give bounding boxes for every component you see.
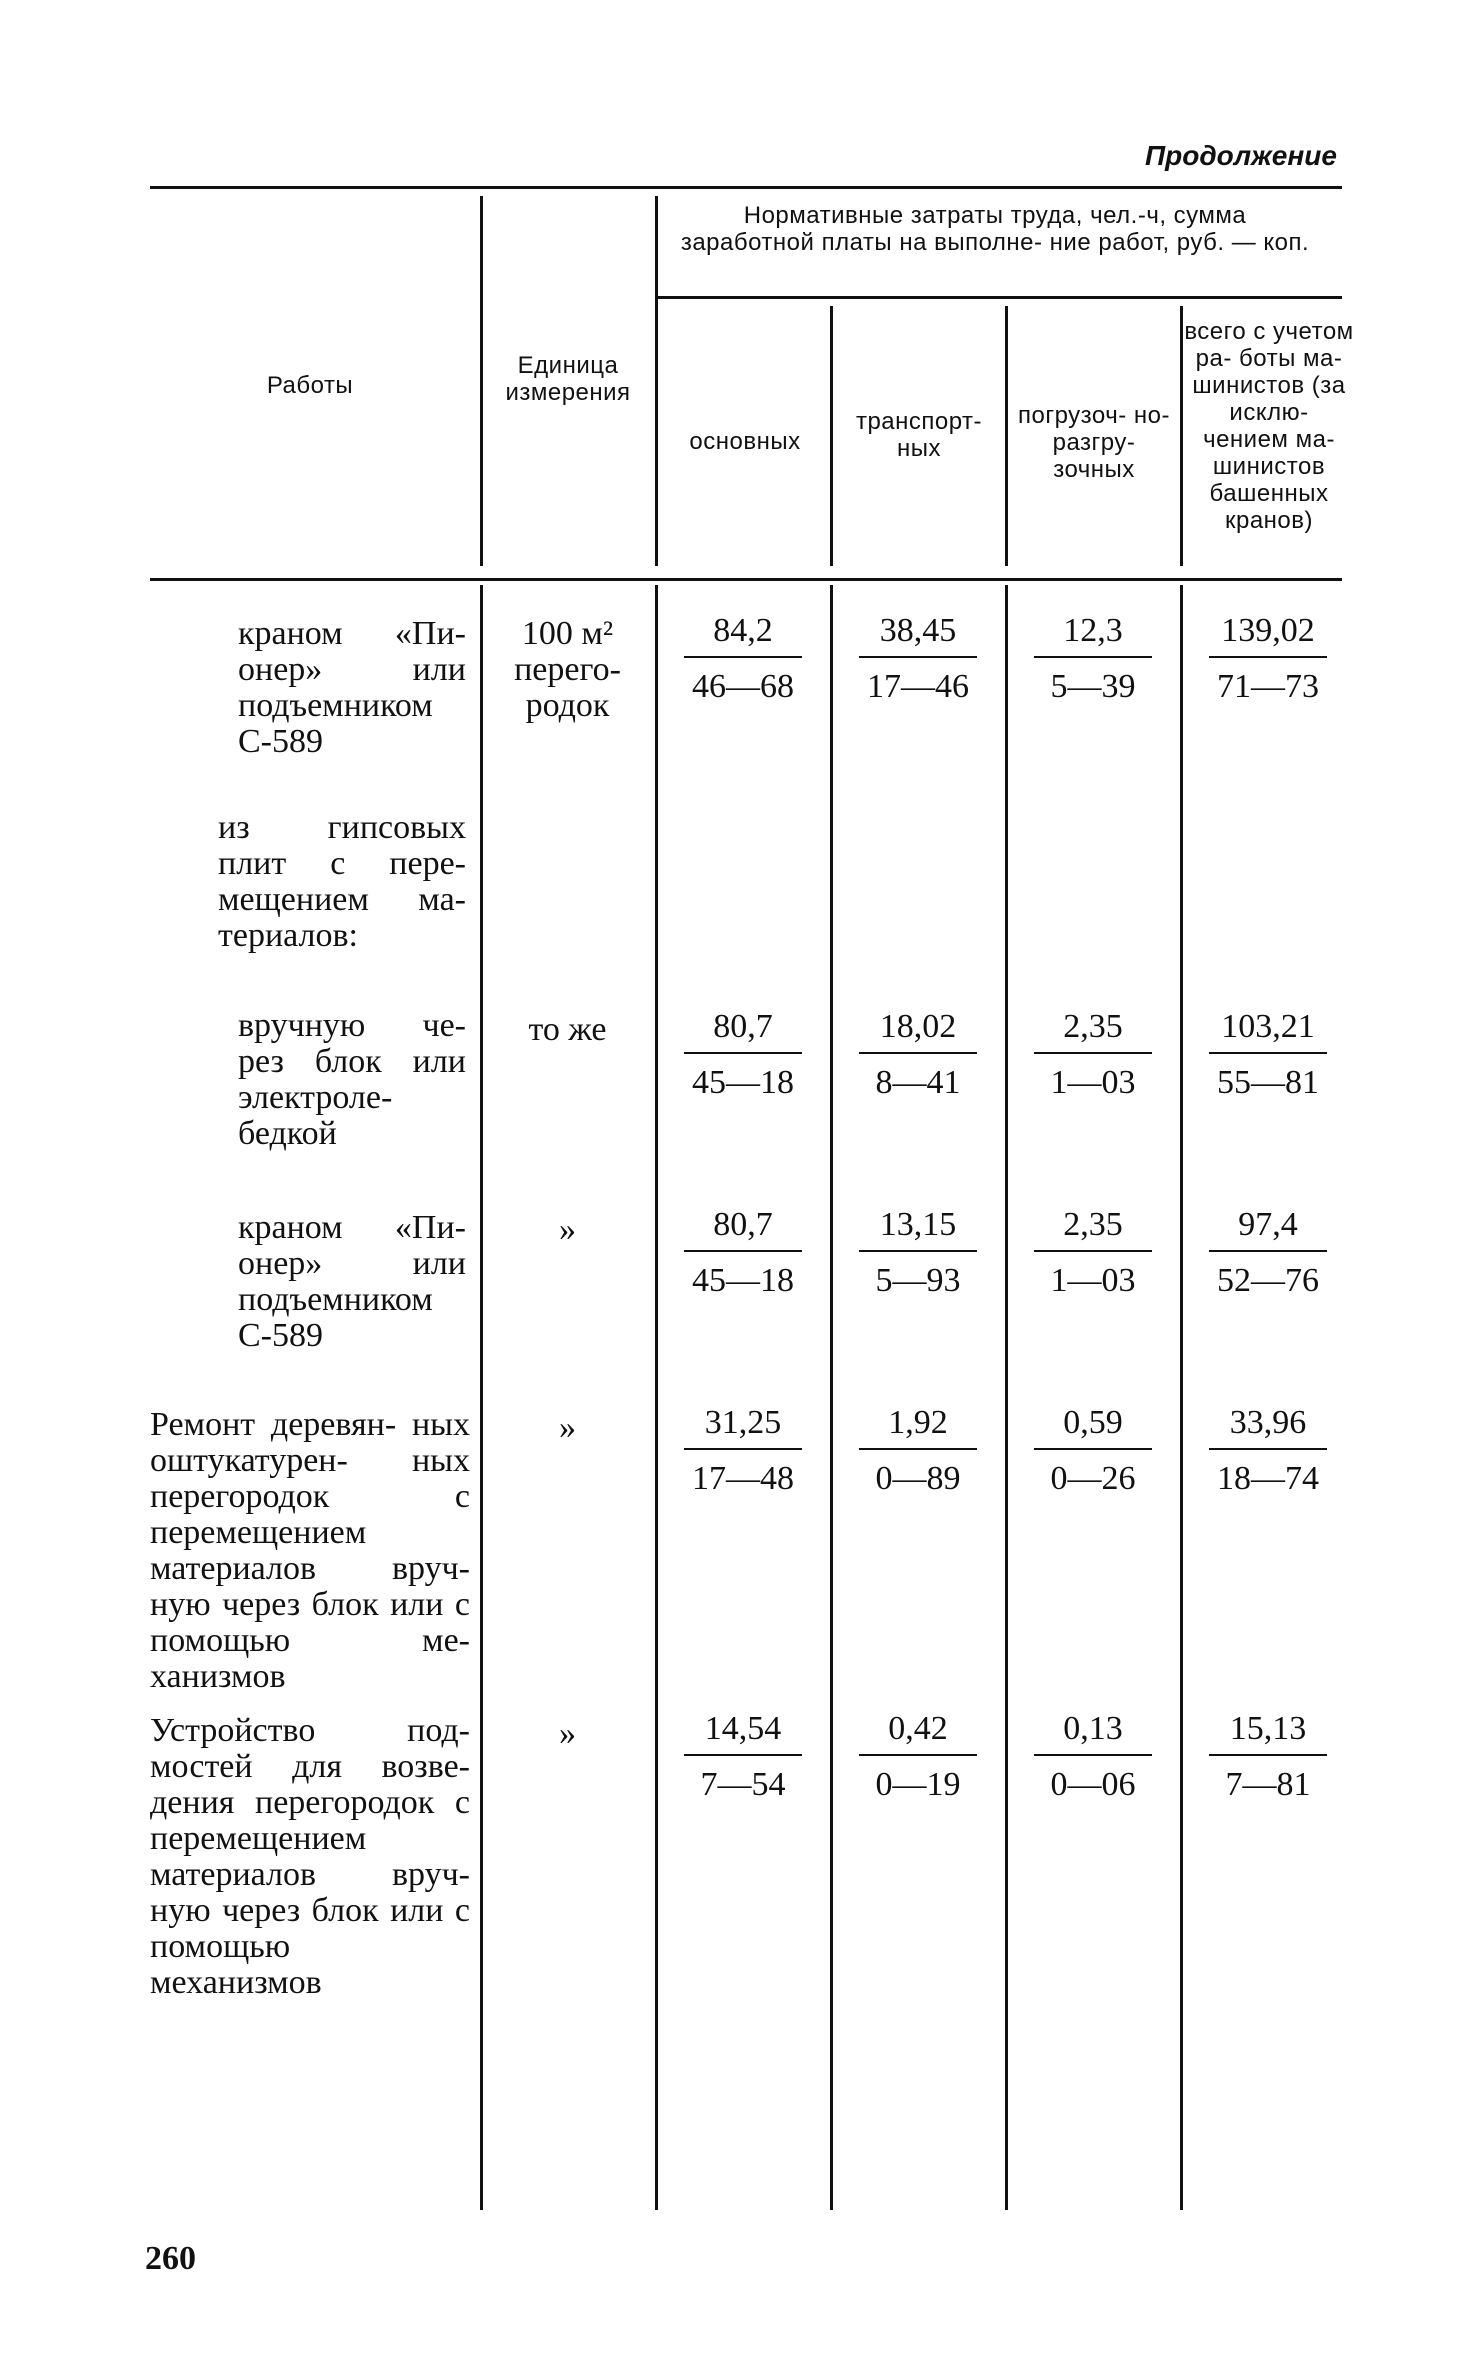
row-1-unit: 100 м² перего- родок: [514, 615, 621, 724]
row-5-main: 31,25 17—48: [678, 1402, 808, 1500]
row-4-transport: 13,15 5—93: [853, 1204, 983, 1302]
row-6-work: Устройство под- мостей для возве- дения перегородок с перемещением материалов вруч- ную через блок или с помощью механизмов: [150, 1712, 470, 2001]
row-1-loading: 12,3 5—39: [1028, 610, 1158, 708]
header-bottom-rule: [150, 578, 1342, 581]
row-5-unit: »: [559, 1409, 576, 1446]
row-3-main: 80,7 45—18: [678, 1006, 808, 1104]
row-6-transport: 0,42 0—19: [853, 1708, 983, 1806]
header-col-total: всего с учетом ра- боты ма- шинистов (за исклю- чением ма- шинистов башенных кранов): [1184, 318, 1354, 534]
row-6-total: 15,13 7—81: [1203, 1708, 1333, 1806]
row-4-work: краном «Пи- онер» или подъемником С-589: [238, 1209, 466, 1354]
table-top-rule: [150, 186, 1342, 189]
col-divider-1: [480, 585, 483, 2210]
row-4-main: 80,7 45—18: [678, 1204, 808, 1302]
row-1-work: краном «Пи- онер» или подъемником С-589: [238, 615, 466, 760]
col-divider-4-head: [1005, 306, 1008, 566]
col-divider-3: [830, 585, 833, 2210]
row-1-total: 139,02 71—73: [1203, 610, 1333, 708]
row-5-transport: 1,92 0—89: [853, 1402, 983, 1500]
col-divider-3-head: [830, 306, 833, 566]
header-col-transport: транспорт- ных: [855, 408, 983, 462]
row-1-main: 84,2 46—68: [678, 610, 808, 708]
col-divider-5-head: [1180, 306, 1183, 566]
row-3-unit: то же: [528, 1011, 607, 1048]
row-6-loading: 0,13 0—06: [1028, 1708, 1158, 1806]
norms-subheader-rule: [657, 296, 1342, 299]
row-5-total: 33,96 18—74: [1203, 1402, 1333, 1500]
header-col-loading: погрузоч- но-разгру- зочных: [1018, 402, 1170, 483]
row-4-loading: 2,35 1—03: [1028, 1204, 1158, 1302]
continuation-label: Продолжение: [1145, 140, 1337, 171]
page-number: 260: [145, 2240, 196, 2277]
col-divider-2: [655, 585, 658, 2210]
row-6-main: 14,54 7—54: [678, 1708, 808, 1806]
row-4-unit: »: [559, 1211, 576, 1248]
header-norms: Нормативные затраты труда, чел.-ч, сумма заработной платы на выполне- ние работ, руб. — коп.: [680, 202, 1310, 256]
row-4-total: 97,4 52—76: [1203, 1204, 1333, 1302]
row-3-transport: 18,02 8—41: [853, 1006, 983, 1104]
header-unit: Единица измерения: [505, 352, 631, 406]
row-6-unit: »: [559, 1715, 576, 1752]
row-1-transport: 38,45 17—46: [853, 610, 983, 708]
row-2-work: из гипсовых плит с пере- мещением ма- териалов:: [218, 809, 466, 954]
row-5-loading: 0,59 0—26: [1028, 1402, 1158, 1500]
col-divider-5: [1180, 585, 1183, 2210]
header-works: Работы: [266, 372, 354, 399]
row-3-total: 103,21 55—81: [1203, 1006, 1333, 1104]
col-divider-4: [1005, 585, 1008, 2210]
row-3-loading: 2,35 1—03: [1028, 1006, 1158, 1104]
row-3-work: вручную че- рез блок или электроле- бедкой: [238, 1007, 466, 1152]
header-col-main: основных: [689, 428, 801, 455]
row-5-work: Ремонт деревян- ных оштукатурен- ных перегородок с перемещением материалов вруч- ную через блок или с помощью ме- ханизмов: [150, 1406, 470, 1695]
